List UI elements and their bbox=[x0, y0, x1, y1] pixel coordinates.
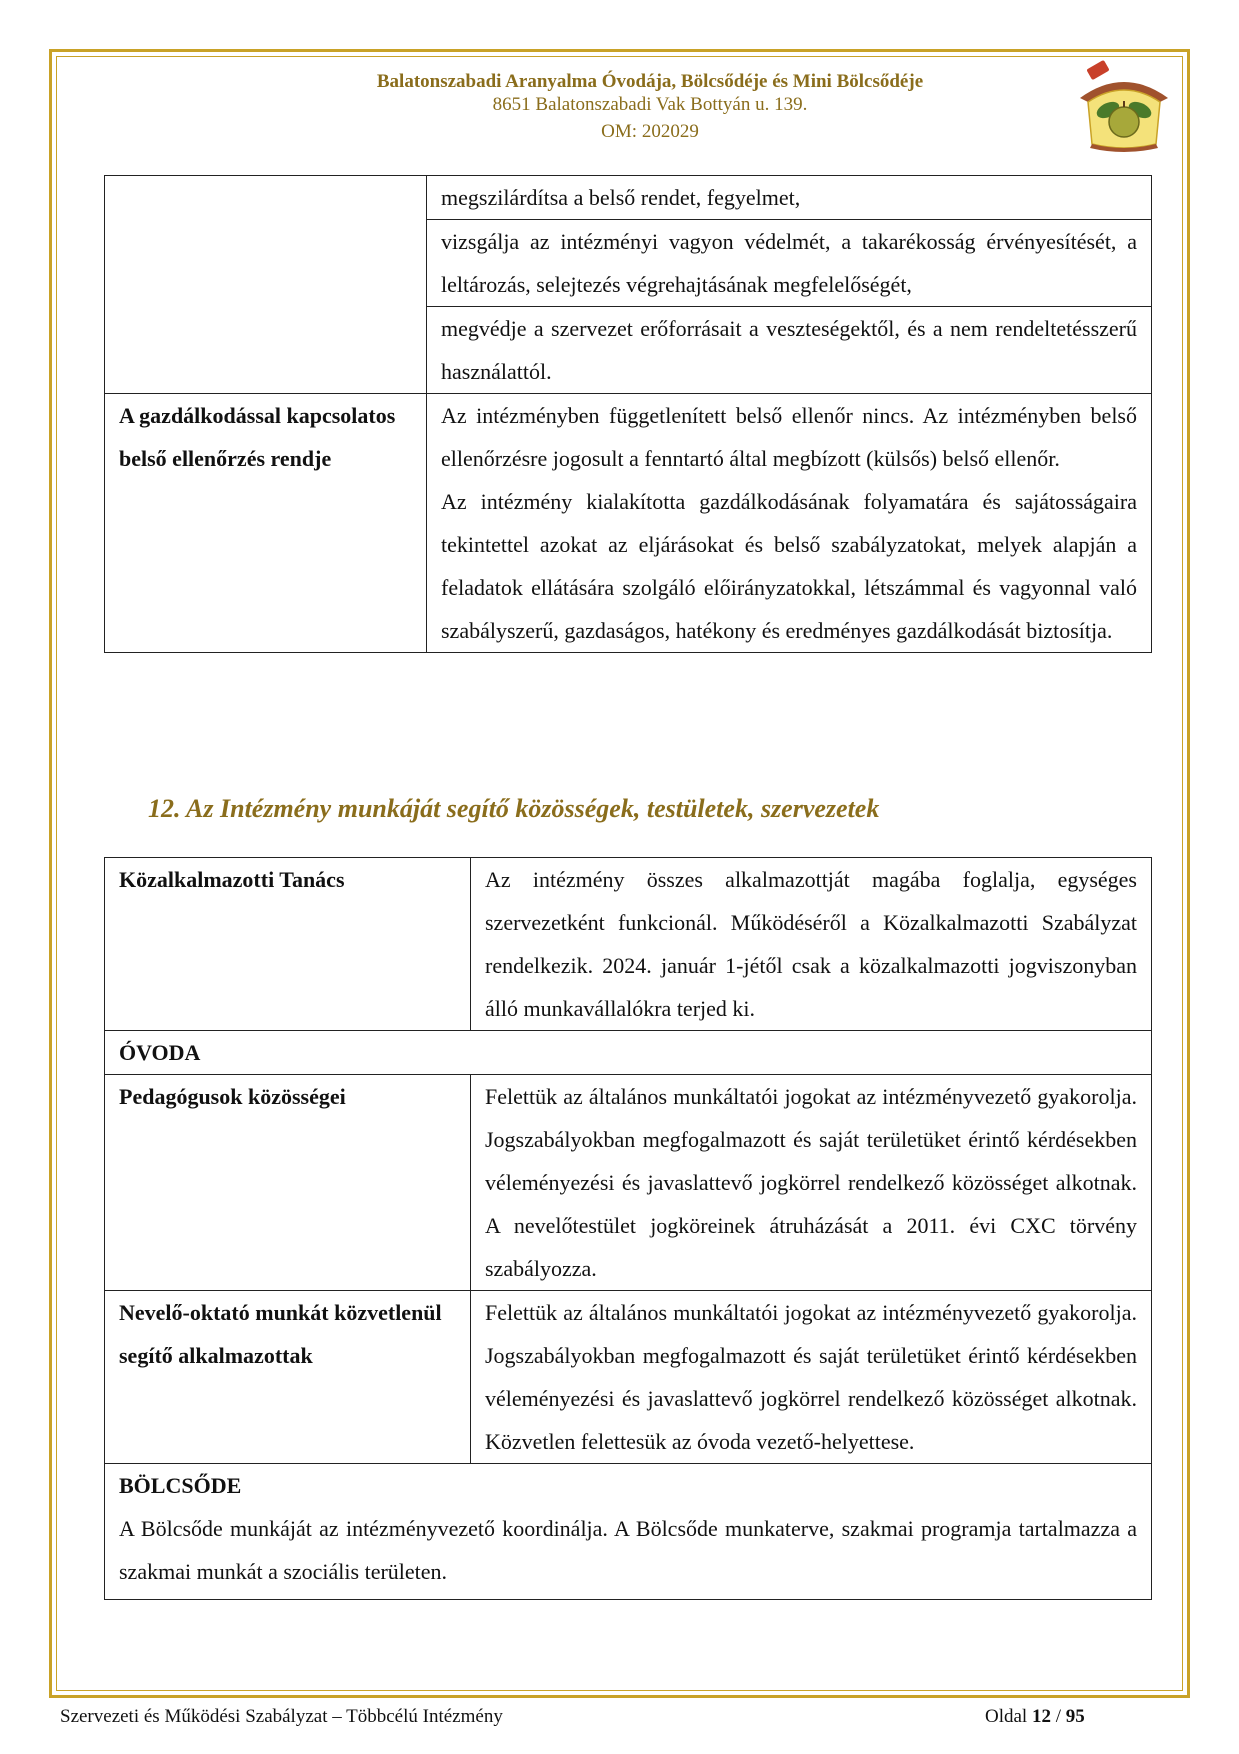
page-current: 12 bbox=[1031, 1706, 1051, 1727]
financial-control-paragraph-2: Az intézmény kialakította gazdálkodásának folyamatára és sajátosságaira tekintettel azokat az eljárásokat és belső szabályzatokat, melyek alapján a feladatok ellátására szolgáló előirányzatokkal, létszámmal és vagyonnal való szabályszerű, gazdaságos, hatékony és eredményes gazdálkodását biztosítja. bbox=[441, 489, 1137, 643]
table-row bbox=[105, 176, 1152, 220]
institution-name: Balatonszabadi Aranyalma Óvodája, Bölcsődéje és Mini Bölcsődéje bbox=[376, 71, 924, 92]
pedagogusok-text: Felettük az általános munkáltatói jogokat az intézményvezető gyakorolja. Jogszabályokban megfogalmazott és saját területüket érintő kérdésekben véleményezési és javaslattevő jogkörrel rendelkező közösséget alkotnak. A nevelőtestület jogköreinek átruházását a 2011. évi CXC törvény szabályozza. bbox=[471, 1075, 1152, 1291]
row-label-empty bbox=[105, 176, 427, 394]
table-row bbox=[105, 858, 1152, 1031]
pedagogusok-label: Pedagógusok közösségei bbox=[105, 1075, 471, 1291]
table-row bbox=[105, 394, 1152, 653]
bolcsode-text: A Bölcsőde munkáját az intézményvezető koordinálja. A Bölcsőde munkaterve, szakmai programja tartalmazza a szakmai munkát a szociális területen. bbox=[119, 1516, 1137, 1584]
institution-address: 8651 Balatonszabadi Vak Bottyán u. 139. bbox=[492, 94, 808, 115]
nevelo-label: Nevelő-oktató munkát közvetlenül segítő alkalmazottak bbox=[105, 1291, 471, 1464]
kozalkalmazotti-label: Közalkalmazotti Tanács bbox=[105, 858, 471, 1031]
page-total: 95 bbox=[1065, 1706, 1085, 1727]
ovoda-heading: ÓVODA bbox=[105, 1031, 1152, 1075]
kozalkalmazotti-text: Az intézmény összes alkalmazottját magába foglalja, egységes szervezetként funkcionál. Működéséről a Közalkalmazotti Szabályzat rendelkezik. 2024. január 1-jétől csak a közalkalmazotti jogviszonyban álló munkavállalókra terjed ki. bbox=[471, 858, 1152, 1031]
nevelo-text: Felettük az általános munkáltatói jogokat az intézményvezető gyakorolja. Jogszabályokban megfogalmazott és saját területüket érintő kérdésekben véleményezési és javaslattevő jogkörrel rendelkező közösséget alkotnak. Közvetlen felettesük az óvoda vezető-helyettese. bbox=[471, 1291, 1152, 1464]
communities-table bbox=[104, 857, 1152, 1600]
golden-apple-logo-icon bbox=[1074, 58, 1174, 154]
footer-page-number bbox=[985, 1706, 1085, 1728]
bolcsode-cell bbox=[105, 1464, 1152, 1600]
financial-control-text bbox=[427, 394, 1152, 653]
section-12-title: 12. Az Intézmény munkáját segítő közösségek, testületek, szervezetek bbox=[148, 794, 880, 823]
table-row bbox=[105, 1031, 1152, 1075]
footer-document-title: Szervezeti és Működési Szabályzat – Többcélú Intézmény bbox=[60, 1706, 503, 1727]
control-item-asset-protection: vizsgálja az intézményi vagyon védelmét, a takarékosság érvényesítését, a leltározás, selejtezés végrehajtásának megfelelőségét, bbox=[427, 220, 1152, 307]
financial-control-paragraph-1: Az intézményben függetlenített belső ellenőr nincs. Az intézményben belső ellenőrzésre jogosult a fenntartó által megbízott (külsős) belső ellenőr. bbox=[441, 403, 1137, 471]
bolcsode-heading: BÖLCSŐDE bbox=[119, 1473, 242, 1498]
table-row bbox=[105, 1075, 1152, 1291]
financial-control-label: A gazdálkodással kapcsolatos belső ellenőrzés rendje bbox=[105, 394, 427, 653]
control-item-resources: megvédje a szervezet erőforrásait a veszteségektől, és a nem rendeltetésszerű használattól. bbox=[427, 307, 1152, 394]
institution-om: OM: 202029 bbox=[601, 121, 699, 142]
table-row bbox=[105, 1291, 1152, 1464]
page-prefix: Oldal bbox=[985, 1706, 1028, 1727]
table-row bbox=[105, 1464, 1152, 1600]
internal-control-table bbox=[104, 175, 1152, 653]
control-item-discipline: megszilárdítsa a belső rendet, fegyelmet, bbox=[427, 176, 1152, 220]
page-separator: / bbox=[1055, 1706, 1061, 1727]
letterhead bbox=[150, 71, 1150, 143]
